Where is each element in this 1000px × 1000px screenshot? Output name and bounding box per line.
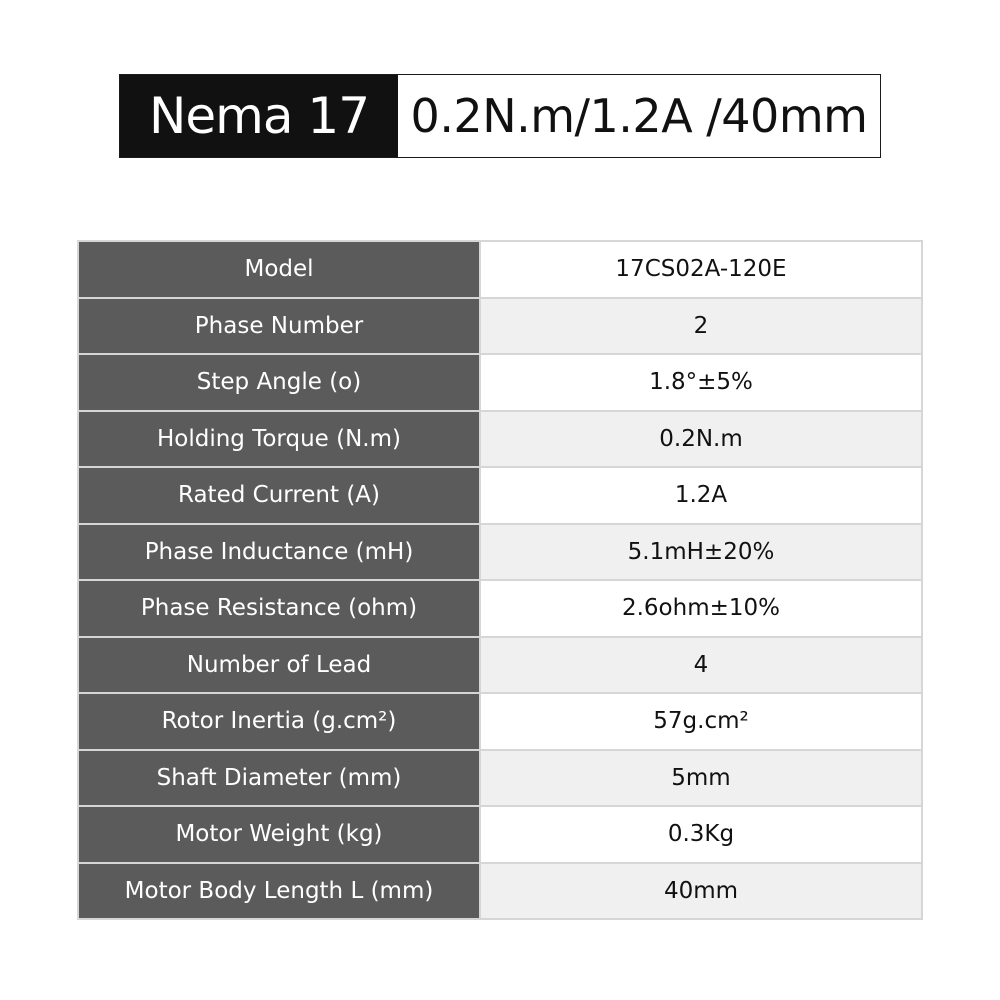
spec-value: 57g.cm² [480, 693, 922, 750]
spec-label: Motor Body Length L (mm) [78, 863, 480, 920]
table-row [78, 863, 922, 920]
table-row [78, 580, 922, 637]
table-row [78, 411, 922, 468]
spec-label: Phase Resistance (ohm) [78, 580, 480, 637]
table-row [78, 241, 922, 298]
spec-label: Motor Weight (kg) [78, 806, 480, 863]
spec-label: Phase Inductance (mH) [78, 524, 480, 581]
spec-label: Step Angle (o) [78, 354, 480, 411]
spec-value: 1.2A [480, 467, 922, 524]
spec-value: 0.2N.m [480, 411, 922, 468]
table-row [78, 298, 922, 355]
spec-value: 5.1mH±20% [480, 524, 922, 581]
spec-label: Phase Number [78, 298, 480, 355]
table-row [78, 693, 922, 750]
spec-summary: 0.2N.m/1.2A /40mm [410, 89, 868, 143]
spec-label: Number of Lead [78, 637, 480, 694]
table-row [78, 467, 922, 524]
spec-value: 40mm [480, 863, 922, 920]
table-row [78, 637, 922, 694]
spec-value: 2 [480, 298, 922, 355]
title-banner [119, 74, 881, 158]
spec-label: Rotor Inertia (g.cm²) [78, 693, 480, 750]
model-family-title: Nema 17 [120, 75, 398, 157]
spec-value: 2.6ohm±10% [480, 580, 922, 637]
table-row [78, 354, 922, 411]
spec-value: 17CS02A-120E [480, 241, 922, 298]
spec-table [77, 240, 923, 920]
spec-label: Holding Torque (N.m) [78, 411, 480, 468]
table-row [78, 524, 922, 581]
spec-value: 5mm [480, 750, 922, 807]
spec-value: 4 [480, 637, 922, 694]
spec-value: 1.8°±5% [480, 354, 922, 411]
spec-label: Model [78, 241, 480, 298]
spec-label: Shaft Diameter (mm) [78, 750, 480, 807]
spec-value: 0.3Kg [480, 806, 922, 863]
table-row [78, 750, 922, 807]
table-row [78, 806, 922, 863]
spec-label: Rated Current (A) [78, 467, 480, 524]
